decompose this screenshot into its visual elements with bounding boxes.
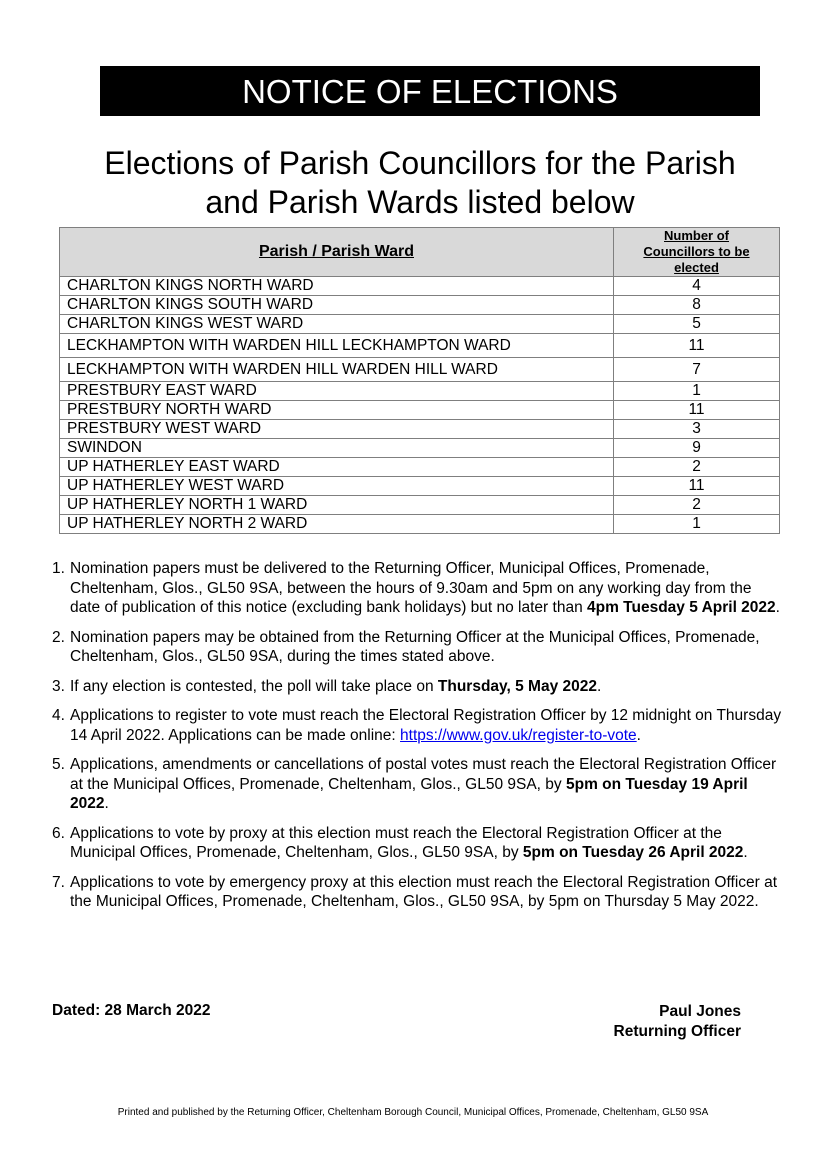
note-deadline: 5pm on Tuesday 26 April 2022	[522, 844, 744, 861]
ward-name: CHARLTON KINGS WEST WARD	[60, 315, 614, 334]
note-text: Applications to register to vote must reach the Electoral Registration Officer by 12 midnight on Thursday 14 April 2022. Applications can be made online:	[70, 707, 782, 744]
councillor-count: 2	[614, 458, 780, 477]
councillor-count: 7	[614, 358, 780, 382]
councillor-count: 3	[614, 420, 780, 439]
note-item	[52, 559, 782, 618]
note-number: 5.	[52, 756, 65, 773]
note-end: .	[775, 599, 780, 616]
ward-name: UP HATHERLEY WEST WARD	[60, 477, 614, 496]
note-number: 1.	[52, 560, 65, 577]
councillor-count: 1	[614, 515, 780, 534]
subtitle-line-1: Elections of Parish Councillors for the Parish	[104, 145, 736, 181]
ward-name: PRESTBURY NORTH WARD	[60, 401, 614, 420]
note-text: Nomination papers must be delivered to the Returning Officer, Municipal Offices, Promenade, Cheltenham, Glos., GL50 9SA, between the hours of 9.30am and 5pm on any working day from the date of publication of this notice (excluding bank holidays) but no later than	[70, 560, 752, 616]
note-item	[52, 755, 782, 814]
note-number: 2.	[52, 628, 65, 646]
councillor-count: 11	[614, 334, 780, 358]
ward-name: CHARLTON KINGS NORTH WARD	[60, 277, 614, 296]
register-to-vote-link[interactable]: https://www.gov.uk/register-to-vote	[400, 726, 637, 744]
note-item	[52, 873, 782, 912]
councillor-count: 1	[614, 382, 780, 401]
table-row	[60, 420, 780, 439]
note-deadline: 4pm Tuesday 5 April 2022	[587, 599, 776, 616]
notice-banner: NOTICE OF ELECTIONS	[100, 66, 760, 116]
note-item	[52, 677, 782, 697]
note-end: .	[597, 677, 602, 695]
note-end: .	[636, 726, 641, 744]
page-subtitle	[60, 144, 780, 222]
column-header-number	[614, 228, 780, 277]
column-header-parish: Parish / Parish Ward	[60, 228, 614, 277]
table-row	[60, 458, 780, 477]
councillor-count: 9	[614, 439, 780, 458]
officer-role: Returning Officer	[613, 1023, 741, 1040]
signature-block	[614, 1002, 741, 1042]
table-header-row	[60, 228, 780, 277]
note-item	[52, 706, 782, 745]
note-text: Applications, amendments or cancellations of postal votes must reach the Electoral Registration Officer at the Municipal Offices, Promenade, Cheltenham, Glos., GL50 9SA, by	[70, 756, 777, 793]
ward-name: LECKHAMPTON WITH WARDEN HILL LECKHAMPTON WARD	[60, 334, 614, 358]
councillor-count: 11	[614, 477, 780, 496]
note-number: 3.	[52, 677, 65, 695]
note-text: Applications to vote by emergency proxy at this election must reach the Electoral Registration Officer at the Municipal Offices, Promenade, Cheltenham, Glos., GL50 9SA, by 5pm on Thursday 5 May 2022.	[70, 873, 778, 910]
dated-line: Dated: 28 March 2022	[52, 1002, 211, 1019]
table-row	[60, 277, 780, 296]
table-row	[60, 439, 780, 458]
note-text: Nomination papers may be obtained from the Returning Officer at the Municipal Offices, Promenade, Cheltenham, Glos., GL50 9SA, during the times stated above.	[70, 628, 760, 665]
ward-name: LECKHAMPTON WITH WARDEN HILL WARDEN HILL WARD	[60, 358, 614, 382]
table-row	[60, 496, 780, 515]
table-row	[60, 296, 780, 315]
imprint-footer: Printed and published by the Returning Officer, Cheltenham Borough Council, Municipal Offices, Promenade, Cheltenham, GL50 9SA	[117, 1107, 709, 1118]
ward-name: UP HATHERLEY EAST WARD	[60, 458, 614, 477]
note-number: 7.	[52, 873, 65, 891]
table-row	[60, 401, 780, 420]
table-row	[60, 515, 780, 534]
note-item	[52, 628, 782, 667]
note-text: If any election is contested, the poll will take place on	[70, 677, 438, 695]
ward-name: SWINDON	[60, 439, 614, 458]
note-end: .	[743, 844, 748, 861]
councillor-count: 2	[614, 496, 780, 515]
column-header-number-line-1: Number of	[664, 228, 729, 243]
ward-name: PRESTBURY EAST WARD	[60, 382, 614, 401]
note-item	[52, 824, 782, 863]
ward-name: CHARLTON KINGS SOUTH WARD	[60, 296, 614, 315]
councillor-count: 11	[614, 401, 780, 420]
note-number: 6.	[52, 824, 65, 842]
officer-name: Paul Jones	[659, 1003, 741, 1020]
note-number: 4.	[52, 707, 65, 724]
ward-name: PRESTBURY WEST WARD	[60, 420, 614, 439]
table-row	[60, 334, 780, 358]
subtitle-line-2: and Parish Wards listed below	[205, 184, 635, 220]
councillor-count: 4	[614, 277, 780, 296]
wards-table	[59, 227, 780, 534]
ward-name: UP HATHERLEY NORTH 1 WARD	[60, 496, 614, 515]
table-row	[60, 358, 780, 382]
note-end: .	[104, 795, 109, 812]
councillor-count: 5	[614, 315, 780, 334]
table-row	[60, 477, 780, 496]
notes-list	[52, 559, 782, 922]
note-poll-date: Thursday, 5 May 2022	[437, 677, 598, 695]
column-header-number-line-2: Councillors to be	[643, 244, 750, 259]
table-row	[60, 382, 780, 401]
column-header-number-line-3: elected	[674, 260, 719, 275]
note-deadline: 5pm on Tuesday 19 April 2022	[70, 775, 748, 812]
note-text: Applications to vote by proxy at this election must reach the Electoral Registration Officer at the Municipal Offices, Promenade, Cheltenham, Glos., GL50 9SA, by	[70, 824, 722, 861]
ward-name: UP HATHERLEY NORTH 2 WARD	[60, 515, 614, 534]
table-row	[60, 315, 780, 334]
councillor-count: 8	[614, 296, 780, 315]
